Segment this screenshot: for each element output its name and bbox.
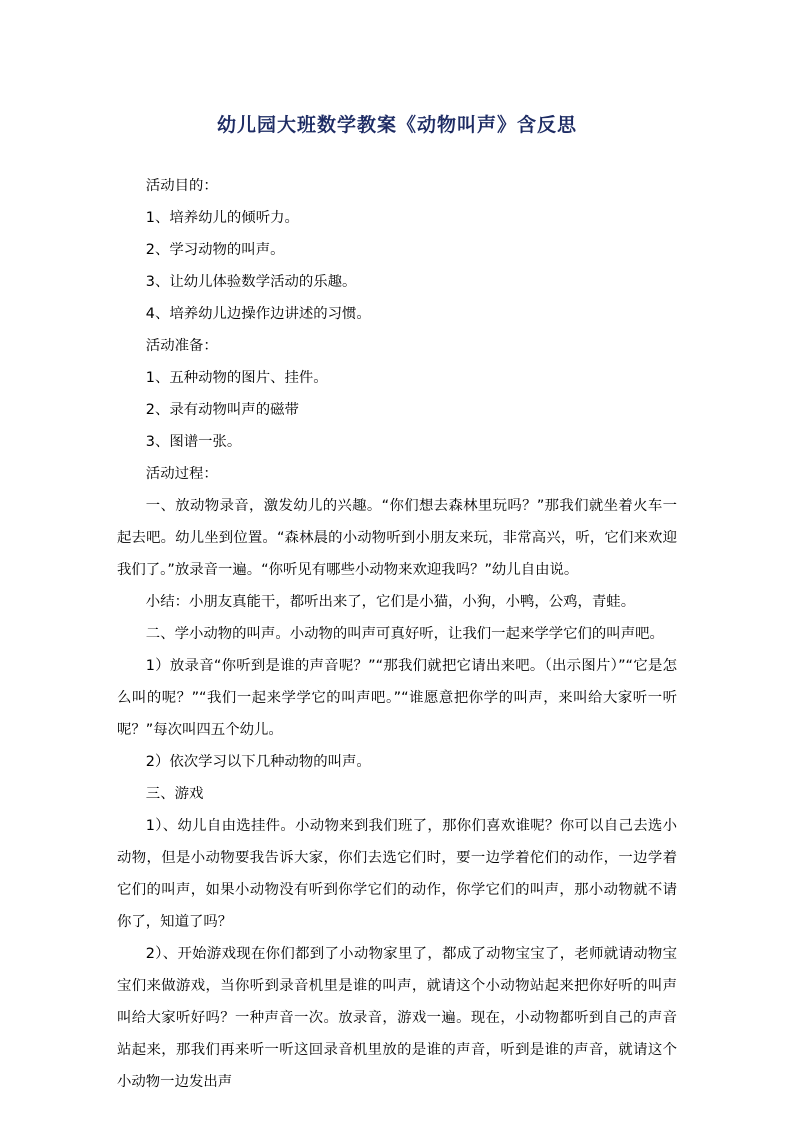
paragraph-preparation-3: 3、图谱一张。 bbox=[145, 434, 242, 450]
paragraph-step-3-heading: 三、游戏 bbox=[145, 786, 204, 802]
paragraph-activity-goals-heading: 活动目的： bbox=[145, 178, 218, 194]
paragraph-step-2-1: 1）放录音“你听到是谁的声音呢？”“那我们就把它请出来吧。（出示图片）”“它是怎么叫的呢？”“我们一起来学学它的叫声吧。”“谁愿意把你学的叫声，来叫给大家听一听呢？”每次叫四五个幼儿。 bbox=[117, 658, 677, 738]
paragraph-preparation-1: 1、五种动物的图片、挂件。 bbox=[145, 370, 328, 386]
paragraph-step-3-1: 1）、幼儿自由选挂件。小动物来到我们班了，那你们喜欢谁呢？你可以自己去选小动物，但是小动物要我告诉大家，你们去选它们时，要一边学着佗们的动作，一边学着它们的叫声，如果小动物没有听到你学它们的动作，你学它们的叫声，那小动物就不请你了，知道了吗？ bbox=[117, 818, 677, 930]
paragraph-goal-3: 3、让幼儿体验数学活动的乐趣。 bbox=[145, 274, 357, 290]
paragraph-step-2: 二、学小动物的叫声。小动物的叫声可真好听，让我们一起来学学它们的叫声吧。 bbox=[145, 626, 664, 642]
document-body bbox=[117, 170, 677, 1098]
paragraph-goal-4: 4、培养幼儿边操作边讲述的习惯。 bbox=[145, 306, 371, 322]
document-title: 幼儿园大班数学教案《动物叫声》含反思 bbox=[216, 114, 577, 136]
paragraph-step-3-2: 2）、开始游戏现在你们都到了小动物家里了，都成了动物宝宝了，老师就请动物宝宝们来做游戏，当你听到录音机里是谁的叫声，就请这个小动物站起来把你好听的叫声叫给大家听好吗？一种声音一次。放录音，游戏一遍。现在，小动物都听到自己的声音站起来，那我们再来听一听这回录音机里放的是谁的声音，听到是谁的声音，就请这个小动物一边发出声 bbox=[117, 946, 677, 1090]
paragraph-goal-2: 2、学习动物的叫声。 bbox=[145, 242, 285, 258]
paragraph-preparation-2: 2、录有动物叫声的磁带 bbox=[145, 402, 299, 418]
paragraph-step-1: 一、放动物录音，激发幼儿的兴趣。“你们想去森林里玩吗？”那我们就坐着火车一起去吧。幼儿坐到位置。“森林晨的小动物听到小朋友来玩，非常高兴，听，它们来欢迎我们了。”放录音一遍。“你听见有哪些小动物来欢迎我吗？”幼儿自由说。 bbox=[117, 498, 677, 578]
paragraph-preparation-heading: 活动准备： bbox=[145, 338, 218, 354]
paragraph-goal-1: 1、培养幼儿的倾听力。 bbox=[145, 210, 299, 226]
paragraph-step-2-2: 2）依次学习以下几种动物的叫声。 bbox=[145, 754, 371, 770]
paragraph-summary: 小结：小朋友真能干，都听出来了，它们是小猫，小狗，小鸭，公鸡，青蛙。 bbox=[145, 594, 636, 610]
paragraph-process-heading: 活动过程： bbox=[145, 466, 218, 482]
